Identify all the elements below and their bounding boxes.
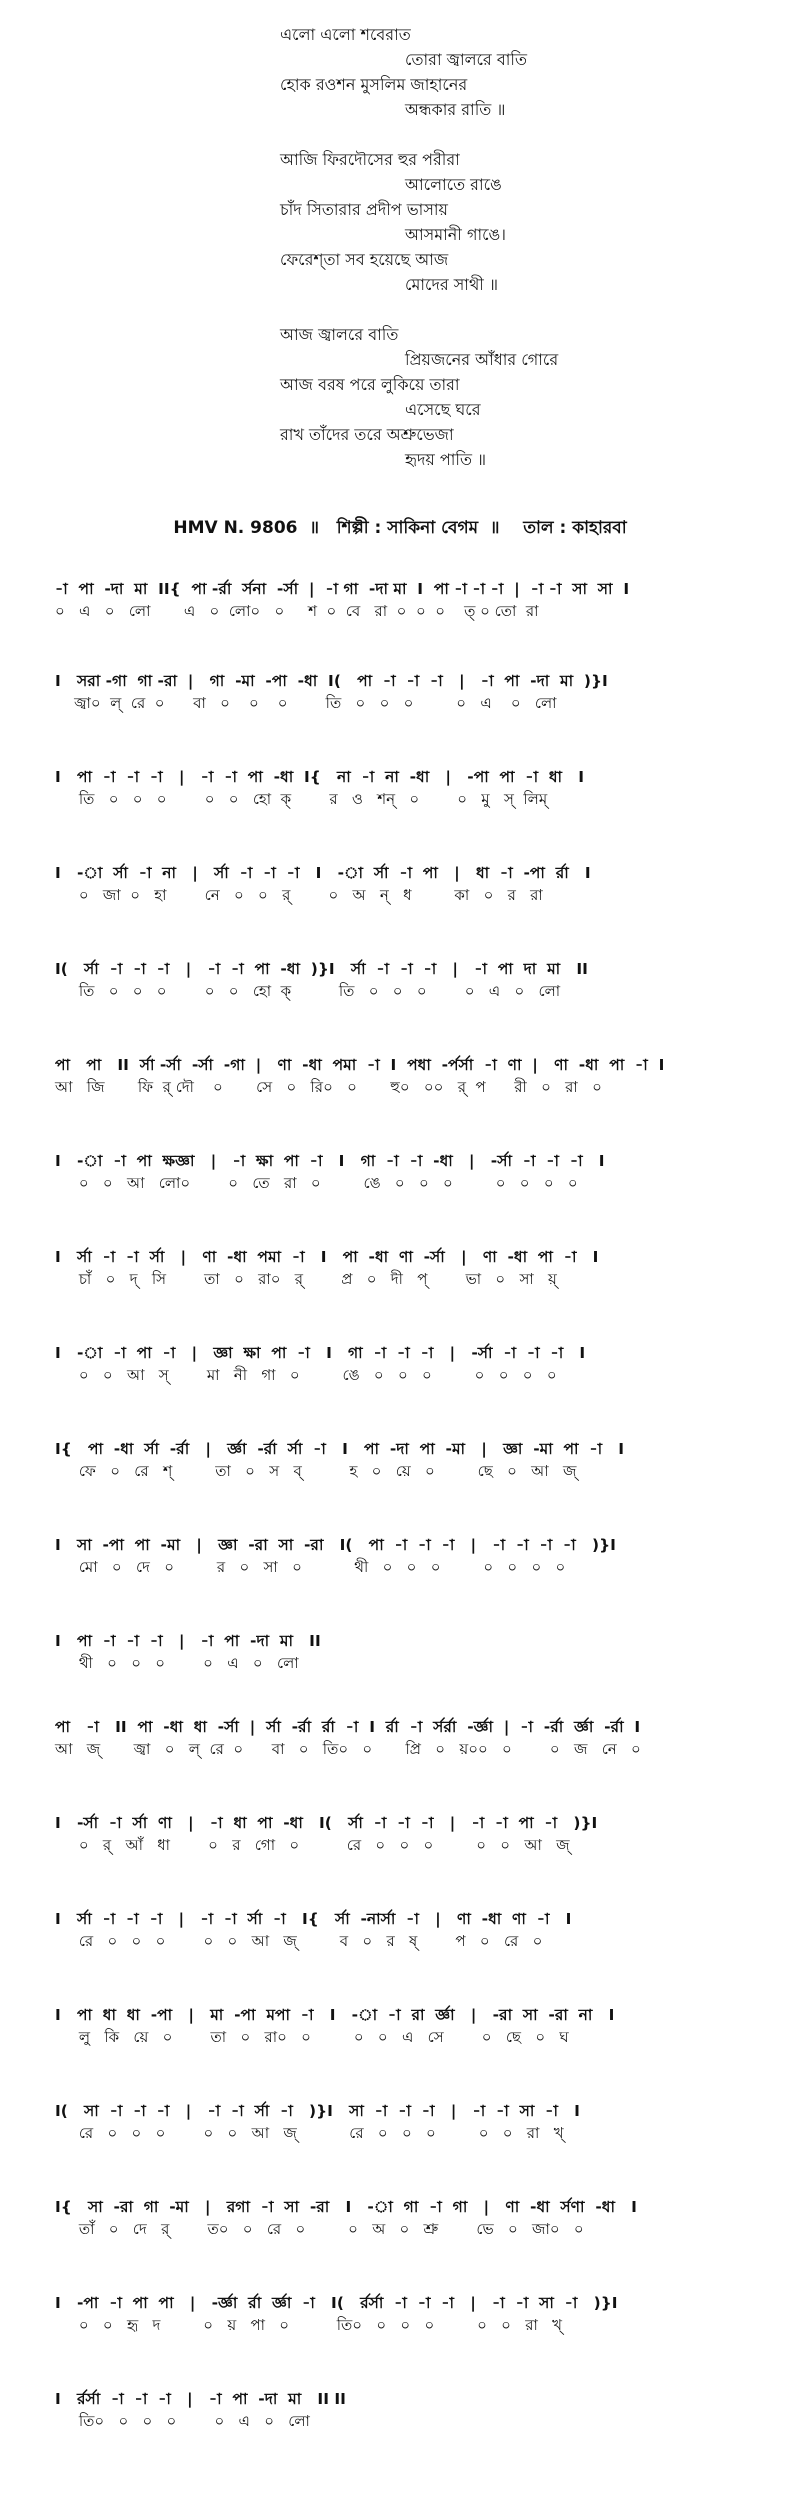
syllable-line: ফে ০ রে শ্‌ তা ০ স ব্‌ হ ০ য়ে ০ ছে ০ আ জ্‌ [78,1462,577,1480]
swara-line: I( সা -া -া -া | -া -া র্সা -া )}I সা -া -া -া | -া -া সা -া I [55,2102,580,2120]
swara-line: I -া -া পা ক্ষজ্ঞা | -া ক্ষা পা -া I গা -া -া -ধা | -র্সা -া -া -া I [55,1152,605,1170]
lyric-line: এলো এলো শবেরাত [280,25,411,44]
lyric-line: অন্ধকার রাতি ॥ [405,100,506,119]
lyric-line: হৃদয় পাতি ॥ [405,450,487,469]
lyric-line: আলোতে রাঙে [405,175,502,194]
syllable-line: তাঁ ০ দে র্‌ ত০ ০ রে ০ ০ অ ০ শ্রু ভে ০ জা০ ০ [55,2220,584,2238]
notation-row [55,2292,755,2336]
lyric-line: আজি ফিরদৌসের হুর পরীরা [280,150,460,169]
notation-row [55,862,755,906]
lyric-stanza [280,322,740,472]
swara-line: I পা -া -া -া | -া পা -দা মা II [55,1632,321,1650]
lyric-stanza [280,22,740,122]
swara-line: I পা -া -া -া | -া -া পা -ধা I{ না -া না -ধা | -পা পা -া ধা I [55,768,584,786]
lyric-line: তোরা জ্বালরে বাতি [405,50,527,69]
swara-line: I -া র্সা -া না | র্সা -া -া -া I -া র্সা -া পা | ধা -া -পা র্রা I [55,864,591,882]
notation-row [55,1054,755,1098]
swara-line: I র্রর্সা -া -া -া | -া পা -দা মা II II [55,2390,346,2408]
syllable-line: রে ০ ০ ০ ০ ০ আ জ্‌ ব ০ র ষ্‌ প ০ রে ০ [55,1932,543,1950]
swara-line: -া পা -দা মা II{ পা -র্রা র্সনা -র্সা | -া গা -দা মা I পা -া -া -া | -া -া সা সা I [55,580,630,598]
swara-line: I র্সা -া -া র্সা | ণা -ধা পমা -া I পা -ধা ণা -র্সা | ণা -ধা পা -া I [55,1248,599,1266]
syllable-line: চাঁ ০ দ্‌ সি তা ০ রা০ র্‌ প্র ০ দী প্‌ ভা ০ সা য়্‌ [78,1270,557,1288]
record-info: HMV N. 9806 ॥ শিল্পী : সাকিনা বেগম ॥ তাল : কাহারবা [173,518,627,538]
notation-row [55,958,755,1002]
swara-line: পা -া II পা -ধা ধা -র্সা | র্সা -র্রা র্রা -া I র্রা -া র্সর্রা -র্জ্ঞা | -া -র্রা র্জ্ঞা -র্রা I [55,1718,641,1736]
lyric-line: মোদের সাথী ॥ [405,275,499,294]
notation-row [55,1246,755,1290]
syllable-line: ০ জা ০ হা নে ০ ০ র্‌ ০ অ ন্‌ ধ কা ০ র রা [55,886,543,904]
lyric-line: রাখ তাঁদের তরে অশ্রুভেজা [280,425,454,444]
swara-line: I{ পা -ধা র্সা -র্রা | র্জ্ঞা -র্রা র্সা -া I পা -দা পা -মা | জ্ঞা -মা পা -া I [55,1440,625,1458]
swara-line: I -া -া পা -া | জ্ঞা ক্ষা পা -া I গা -া -া -া | -র্সা -া -া -া I [55,1344,586,1362]
lyric-line: ফেরেশ্‌তা সব হয়েছে আজ [280,250,449,269]
lyric-line: এসেছে ঘরে [405,400,481,419]
lyric-line: আজ জ্বালরে বাতি [280,325,399,344]
lyric-line: আজ বরষ পরে লুকিয়ে তারা [280,375,460,394]
syllable-line: আ জ্‌ জ্বা ০ ল্‌ রে ০ বা ০ তি০ ০ প্রি ০ য়০০ ০ ০ জ নে ০ [55,1740,641,1758]
notation-row [55,1812,755,1856]
swara-line: পা পা II র্সা -র্সা -র্সা -গা | ণা -ধা পমা -া I পধা -র্পর্সা -া ণা | ণা -ধা পা -া I [55,1056,665,1074]
syllable-line: তি০ ০ ০ ০ ০ এ ০ লো [55,2412,310,2430]
notation-row [55,2004,755,2048]
notation-row [55,578,755,622]
notation-row [55,2196,755,2240]
syllable-line: তি ০ ০ ০ ০ ০ হো ক্‌ তি ০ ০ ০ ০ এ ০ লো [55,982,561,1000]
syllable-line: আ জি ফি র্‌ দৌ ০ সে ০ রি০ ০ হু০ ০০ র্‌ প রী ০ রা ০ [55,1078,602,1096]
lyric-stanza [280,147,740,297]
syllable-line: ০ ০ আ স্‌ মা নী গা ০ ঙে ০ ০ ০ ০ ০ ০ ০ [55,1366,557,1384]
syllable-line: ০ র্‌ আঁ ধা ০ র গো ০ রে ০ ০ ০ ০ ০ আ জ্‌ [78,1836,570,1854]
lyric-line: চাঁদ সিতারার প্রদীপ ভাসায় [280,200,448,219]
syllable-line: ০ ০ হৃ দ ০ য় পা ০ তি০ ০ ০ ০ ০ ০ রা খ্‌ [78,2316,562,2334]
notation-row [55,1342,755,1386]
notation-row [55,1150,755,1194]
syllable-line: তি ০ ০ ০ ০ ০ হো ক্‌ র ও শন্‌ ০ ০ মু স্‌ লিম্‌ [78,790,548,808]
notation-row [55,1630,755,1674]
swara-line: I -র্সা -া র্সা ণা | -া ধা পা -ধা I( র্সা -া -া -া | -া -া পা -া )}I [55,1814,598,1832]
swara-line: I( র্সা -া -া -া | -া -া পা -ধা )}I র্সা -া -া -া | -া পা দা মা II [55,960,588,978]
syllable-line: থী ০ ০ ০ ০ এ ০ লো [55,1654,299,1672]
notation-row [55,2388,755,2432]
notation-row [55,1438,755,1482]
notation-row [55,766,755,810]
swara-line: I -পা -া পা পা | -র্জ্ঞা র্রা র্জ্ঞা -া I( র্রর্সা -া -া -া | -া -া সা -া )}I [55,2294,618,2312]
notation-row [55,2100,755,2144]
swara-line: I সরা -গা গা -রা | গা -মা -পা -ধা I( পা -া -া -া | -া পা -দা মা )}I [55,672,608,690]
swara-line: I{ সা -রা গা -মা | রগা -া সা -রা I -া গা -া গা | ণা -ধা র্সণা -ধা I [55,2198,637,2216]
notation-row [55,1716,755,1760]
syllable-line: মো ০ দে ০ র ০ সা ০ থী ০ ০ ০ ০ ০ ০ ০ [55,1558,566,1576]
swara-line: I সা -পা পা -মা | জ্ঞা -রা সা -রা I( পা -া -া -া | -া -া -া -া )}I [55,1536,616,1554]
syllable-line: লু কি য়ে ০ তা ০ রা০ ০ ০ ০ এ সে ০ ছে ০ ঘ [55,2028,569,2046]
syllable-line: ০ এ ০ লো এ ০ লো০ ০ শ ০ বে রা ০ ০ ০ ত্‌ ০ তো রা [55,602,539,620]
notation-row [55,1908,755,1952]
swara-line: I পা ধা ধা -পা | মা -পা মপা -া I -া -া রা র্জ্ঞা | -রা সা -রা না I [55,2006,615,2024]
notation-row [55,670,755,714]
notation-row [55,1534,755,1578]
syllable-line: জ্বা০ ল্‌ রে ০ বা ০ ০ ০ তি ০ ০ ০ ০ এ ০ লো [55,694,557,712]
syllable-line: রে ০ ০ ০ ০ ০ আ জ্‌ রে ০ ০ ০ ০ ০ রা খ্‌ [78,2124,564,2142]
lyric-line: প্রিয়জনের আঁধার গোরে [405,350,559,369]
lyric-line: আসমানী গাঙে। [405,225,506,244]
syllable-line: ০ ০ আ লো০ ০ তে রা ০ ঙে ০ ০ ০ ০ ০ ০ ০ [55,1174,578,1192]
lyrics-block [280,22,740,497]
swara-line: I র্সা -া -া -া | -া -া র্সা -া I{ র্সা -নার্সা -া | ণা -ধা ণা -া I [55,1910,572,1928]
lyric-line: হোক রওশন মুসলিম জাহানের [280,75,468,94]
